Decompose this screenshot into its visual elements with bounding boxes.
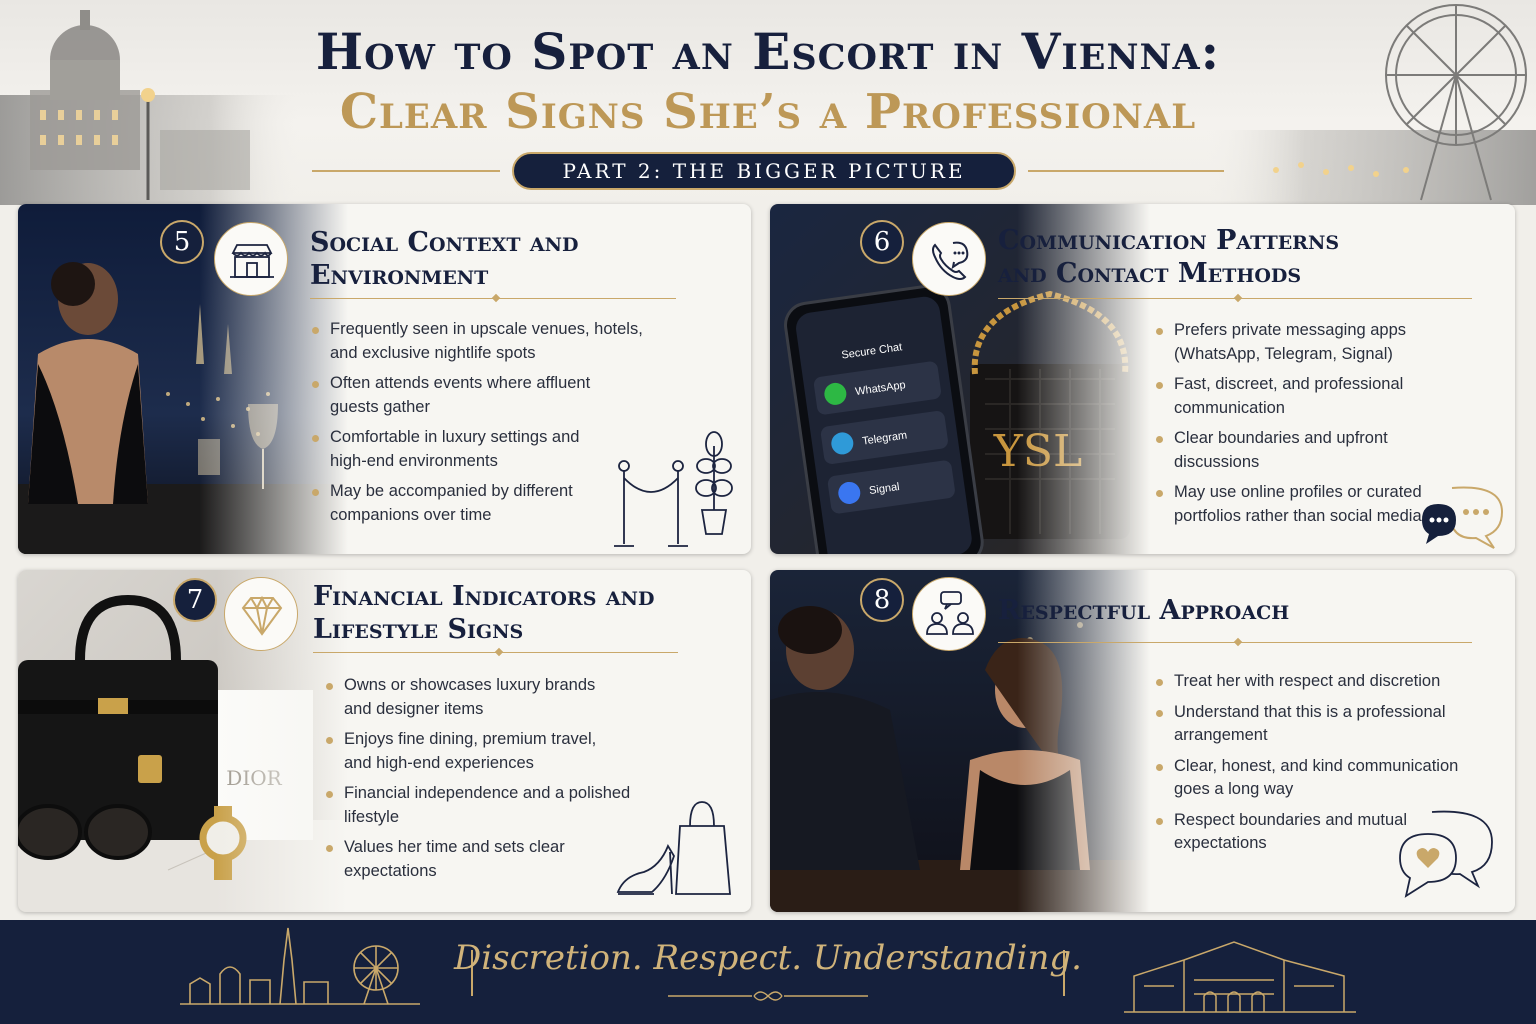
list-item: Values her time and sets clear expectations	[326, 836, 706, 883]
card-title-line: and Contact Methods	[998, 258, 1302, 289]
list-item: Often attends events where affluent guests gather	[312, 372, 692, 419]
list-item: Understand that this is a professional arrangement	[1156, 701, 1486, 748]
velvet-rope-plant-icon	[606, 426, 736, 550]
card-social-context	[18, 204, 751, 554]
card-title-line: Lifestyle Signs	[313, 614, 524, 645]
card-number-badge: 6	[860, 220, 904, 264]
venue-storefront-icon	[214, 222, 288, 296]
list-item: Respect boundaries and mutual expectations	[1156, 809, 1486, 856]
card-title-line: Environment	[310, 260, 489, 291]
card-financial	[18, 570, 751, 912]
card-respectful-approach	[770, 570, 1515, 912]
section-banner: PART 2: THE BIGGER PICTURE	[512, 152, 1016, 190]
card-title-line: Communication Patterns	[998, 225, 1340, 256]
list-item: Frequently seen in upscale venues, hotels, and exclusive nightlife spots	[312, 318, 692, 365]
list-item: Clear, honest, and kind communication goes a long way	[1156, 755, 1486, 802]
heel-shopping-bag-icon	[614, 796, 734, 900]
title-divider	[998, 642, 1472, 643]
two-people-talking-icon	[912, 577, 986, 651]
page-subtitle: Clear Signs She’s a Professional	[339, 84, 1197, 140]
chat-bubbles-icon	[1416, 482, 1510, 554]
phone-chat-icon	[912, 222, 986, 296]
page-title: How to Spot an Escort in Vienna:	[315, 22, 1221, 81]
list-item: May use online profiles or curated portfolios rather than social media	[1156, 481, 1486, 528]
list-item: Clear boundaries and upfront discussions	[1156, 427, 1486, 474]
title-divider	[998, 298, 1472, 299]
card-number-badge: 8	[860, 578, 904, 622]
list-item: Prefers private messaging apps (WhatsApp, Telegram, Signal)	[1156, 319, 1486, 366]
footer-tagline: Discretion. Respect. Understanding.	[454, 938, 1082, 978]
list-item: Fast, discreet, and professional communication	[1156, 373, 1486, 420]
subtitle-rule-left	[312, 170, 500, 172]
heart-chat-bubbles-icon	[1400, 812, 1492, 896]
subtitle-rule-right	[1028, 170, 1224, 172]
card-number-badge: 7	[173, 578, 217, 622]
list-item: Enjoys fine dining, premium travel, and high-end experiences	[326, 728, 706, 775]
title-divider	[310, 298, 676, 299]
card-title-line: Financial Indicators and	[313, 581, 655, 612]
list-item: Comfortable in luxury settings and high-end environments	[312, 426, 692, 473]
title-divider	[313, 652, 678, 653]
card-number-badge: 5	[160, 220, 204, 264]
card-title-line: Social Context and	[310, 227, 579, 258]
card-communication	[770, 204, 1515, 554]
card-title-line: Respectful Approach	[998, 595, 1290, 626]
diamond-icon	[224, 577, 298, 651]
list-item: Financial independence and a polished lifestyle	[326, 782, 706, 829]
list-item: Owns or showcases luxury brands and designer items	[326, 674, 706, 721]
list-item: Treat her with respect and discretion	[1156, 670, 1486, 694]
list-item: May be accompanied by different companions over time	[312, 480, 692, 527]
